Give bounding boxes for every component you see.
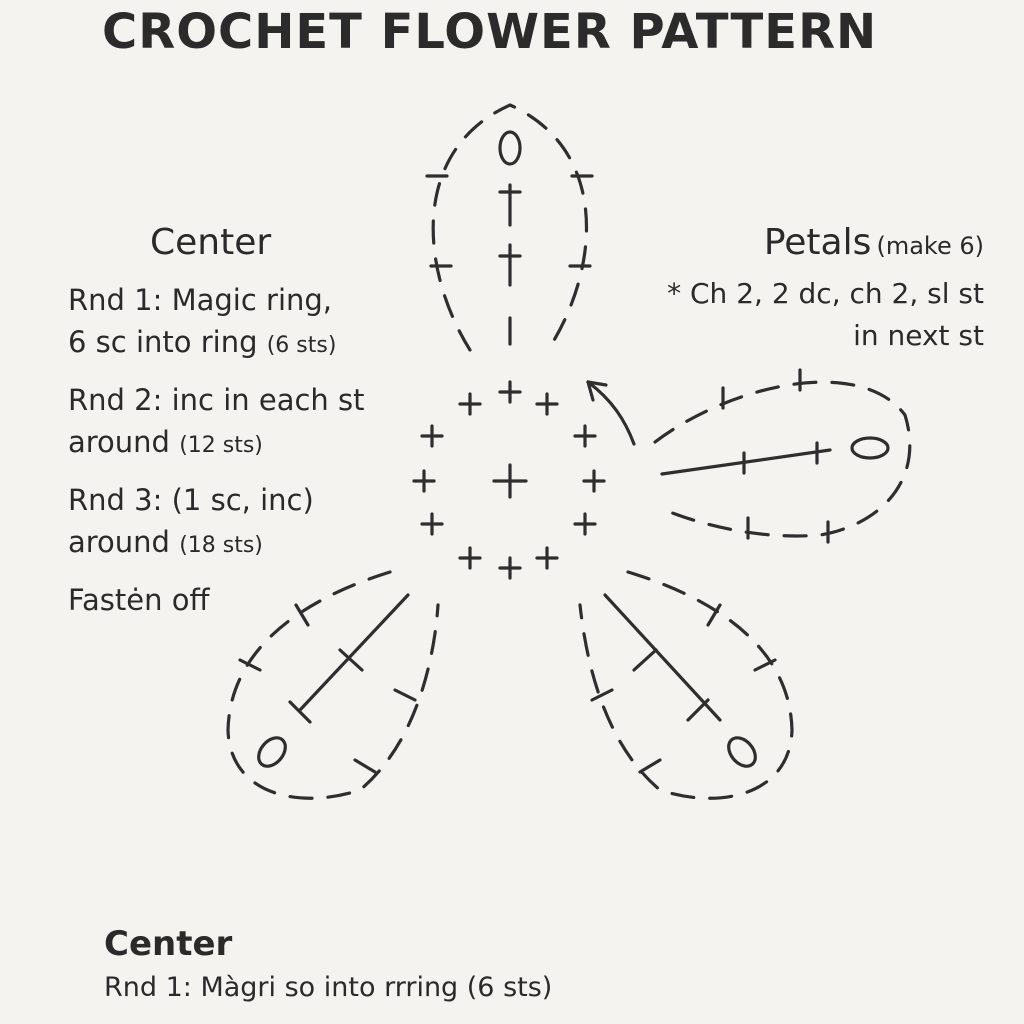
- center-line-7: Fastėn off: [68, 583, 210, 617]
- bottom-instructions: [104, 924, 552, 1003]
- center-line-1: Rnd 1: Magic ring,: [68, 283, 333, 317]
- bottom-heading: Center: [104, 924, 233, 964]
- petals-line-1: * Ch 2, 2 dc, ch 2, sl st: [667, 277, 984, 310]
- center-line-3: Rnd 2: inc in each st: [68, 383, 365, 417]
- petals-note: (make 6): [876, 232, 984, 260]
- petals-line-2: in next st: [853, 319, 984, 352]
- petal-bottom-left: [228, 572, 438, 798]
- center-line-5: Rnd 3: (1 sc, inc): [68, 483, 314, 517]
- page-title: CROCHET FLOWER PATTERN: [102, 4, 878, 60]
- petals-heading: Petals: [763, 222, 872, 263]
- petal-top: [427, 105, 592, 350]
- center-line-2: 6 sc into ring (6 sts): [68, 325, 337, 359]
- center-heading: Center: [150, 222, 272, 263]
- center-line-4: around (12 sts): [68, 425, 263, 459]
- petal-bottom-right: [580, 572, 792, 798]
- petal-right: [655, 370, 910, 542]
- center-stitches: [414, 382, 604, 578]
- bottom-line: Rnd 1: Màgri so into rrring (6 sts): [104, 972, 553, 1003]
- center-line-6: around (18 sts): [68, 525, 263, 559]
